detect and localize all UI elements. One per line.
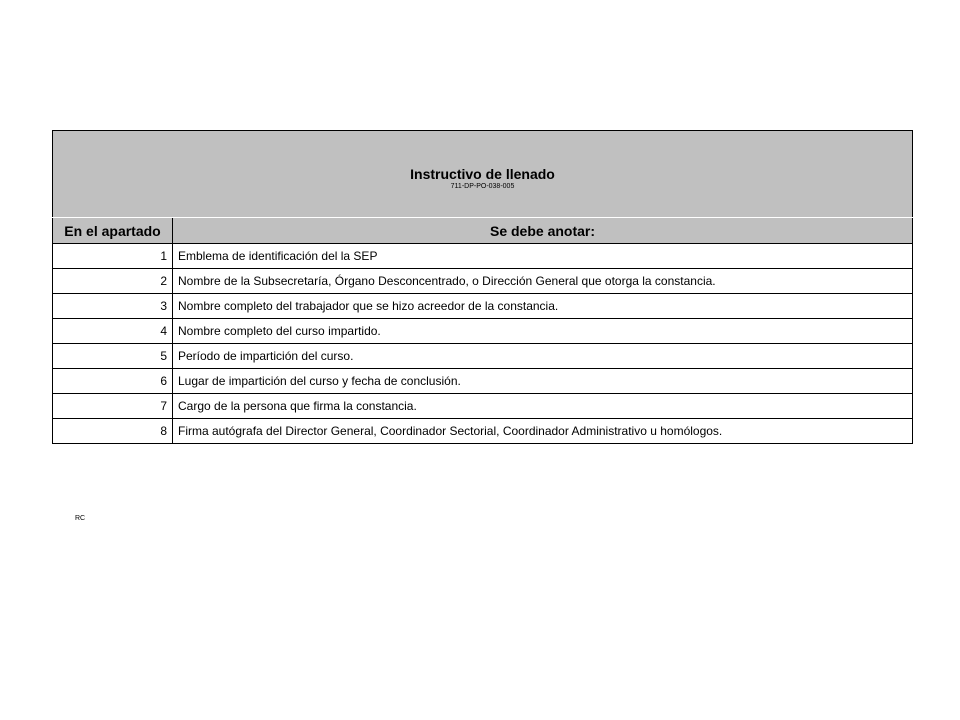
instructions-table: [52, 130, 913, 444]
row-description: Firma autógrafa del Director General, Coordinador Sectorial, Coordinador Administrativo u homólogos.: [173, 419, 913, 444]
row-number: 6: [53, 369, 173, 394]
table-row: [53, 369, 913, 394]
row-number: 3: [53, 294, 173, 319]
row-description: Nombre completo del trabajador que se hizo acreedor de la constancia.: [173, 294, 913, 319]
column-header-instruction: Se debe anotar:: [173, 218, 913, 244]
table-row: [53, 269, 913, 294]
row-number: 5: [53, 344, 173, 369]
row-number: 7: [53, 394, 173, 419]
table-row: [53, 344, 913, 369]
title-cell: [53, 131, 913, 218]
document-title: Instructivo de llenado: [410, 165, 555, 182]
row-description: Período de impartición del curso.: [173, 344, 913, 369]
row-description: Nombre de la Subsecretaría, Órgano Desconcentrado, o Dirección General que otorga la constancia.: [173, 269, 913, 294]
footer-note: RC: [75, 515, 86, 522]
table-row: [53, 419, 913, 444]
column-header-row: [53, 218, 913, 244]
table-row: [53, 394, 913, 419]
column-header-section: En el apartado: [53, 218, 173, 244]
row-description: Nombre completo del curso impartido.: [173, 319, 913, 344]
row-number: 1: [53, 244, 173, 269]
row-description: Emblema de identificación del la SEP: [173, 244, 913, 269]
row-description: Lugar de impartición del curso y fecha de conclusión.: [173, 369, 913, 394]
row-description: Cargo de la persona que firma la constancia.: [173, 394, 913, 419]
row-number: 4: [53, 319, 173, 344]
table-row: [53, 319, 913, 344]
row-number: 2: [53, 269, 173, 294]
row-number: 8: [53, 419, 173, 444]
title-row: [53, 131, 913, 218]
document-code: 711-DP-PO-038-005: [450, 182, 515, 190]
table-row: [53, 244, 913, 269]
table-row: [53, 294, 913, 319]
